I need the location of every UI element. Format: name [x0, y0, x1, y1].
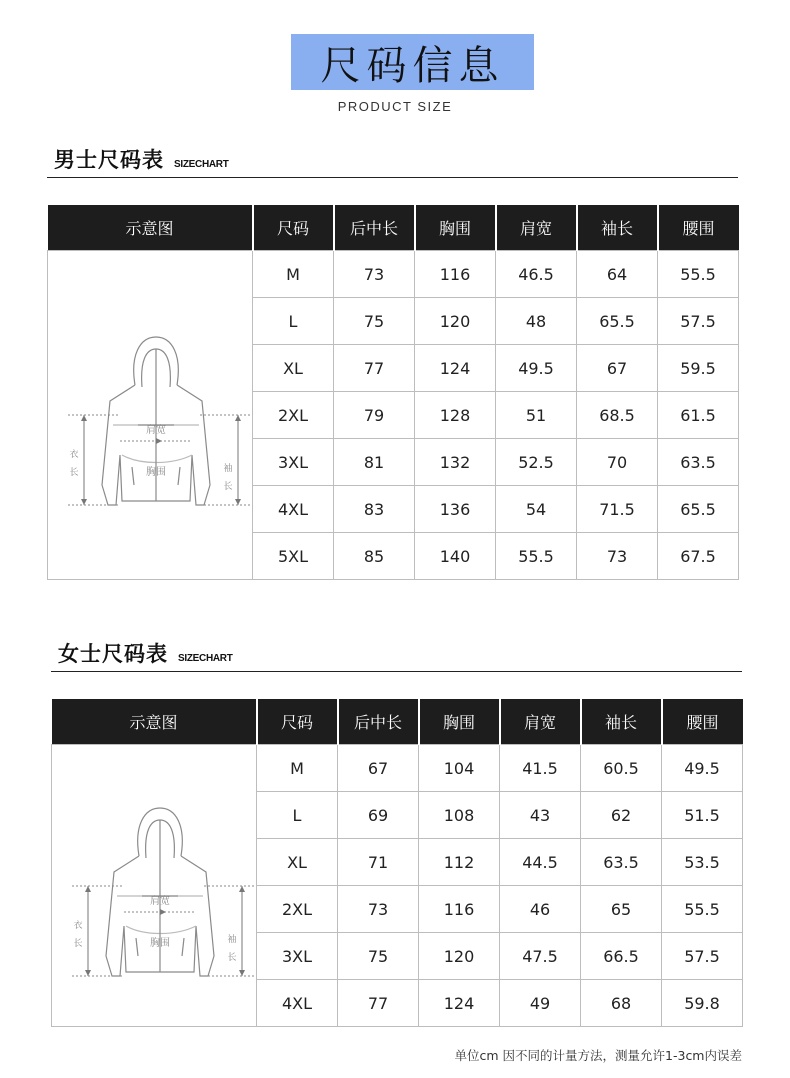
measure-cell: 81 [334, 439, 415, 486]
shoulder-label: 肩宽 [150, 895, 170, 907]
size-cell: XL [257, 839, 338, 886]
mens-size-table [47, 205, 739, 580]
measure-cell: 73 [338, 886, 419, 933]
measure-cell: 63.5 [658, 439, 739, 486]
womens-section-title-en: SIZECHART [178, 653, 233, 664]
womens-col-header: 后中长 [338, 699, 419, 745]
mens-diagram-cell [48, 251, 253, 580]
measure-cell: 65.5 [658, 486, 739, 533]
measure-cell: 55.5 [658, 251, 739, 298]
measure-cell: 70 [577, 439, 658, 486]
womens-col-header: 胸围 [419, 699, 500, 745]
measure-cell: 51.5 [662, 792, 743, 839]
size-cell: 2XL [257, 886, 338, 933]
measure-cell: 108 [419, 792, 500, 839]
size-cell: XL [253, 345, 334, 392]
measure-cell: 77 [338, 980, 419, 1027]
measure-cell: 73 [577, 533, 658, 580]
shoulder-label: 肩宽 [146, 425, 166, 436]
mens-col-header: 肩宽 [496, 205, 577, 251]
measure-cell: 132 [415, 439, 496, 486]
mens-section-heading [54, 144, 229, 174]
jacket-diagram [54, 786, 254, 986]
mens-col-header: 腰围 [658, 205, 739, 251]
measure-cell: 49.5 [496, 345, 577, 392]
measure-cell: 124 [415, 345, 496, 392]
measure-cell: 46.5 [496, 251, 577, 298]
measure-cell: 67.5 [658, 533, 739, 580]
sleeve-label-2: 长 [223, 482, 233, 492]
measure-cell: 77 [334, 345, 415, 392]
size-cell: 3XL [253, 439, 334, 486]
table-row [48, 251, 739, 298]
chest-label: 胸围 [146, 467, 166, 478]
measure-cell: 140 [415, 533, 496, 580]
measure-cell: 59.8 [662, 980, 743, 1027]
mens-col-header: 后中长 [334, 205, 415, 251]
measure-cell: 53.5 [662, 839, 743, 886]
measure-cell: 124 [419, 980, 500, 1027]
measure-cell: 44.5 [500, 839, 581, 886]
size-cell: M [257, 745, 338, 792]
measure-cell: 69 [338, 792, 419, 839]
page-title: 尺码信息 [291, 34, 534, 90]
womens-col-header: 示意图 [52, 699, 257, 745]
page-subtitle: PRODUCT SIZE [337, 99, 453, 114]
womens-size-table [51, 699, 743, 1027]
measure-cell: 85 [334, 533, 415, 580]
size-cell: 4XL [253, 486, 334, 533]
measure-cell: 57.5 [658, 298, 739, 345]
mens-section-title: 男士尺码表 [54, 148, 164, 172]
measure-cell: 120 [415, 298, 496, 345]
measure-cell: 43 [500, 792, 581, 839]
measure-cell: 41.5 [500, 745, 581, 792]
womens-section-title: 女士尺码表 [58, 642, 168, 666]
measure-cell: 67 [338, 745, 419, 792]
measure-cell: 104 [419, 745, 500, 792]
measure-cell: 67 [577, 345, 658, 392]
mens-col-header: 尺码 [253, 205, 334, 251]
womens-section-divider [51, 671, 742, 672]
measure-cell: 55.5 [662, 886, 743, 933]
measure-cell: 59.5 [658, 345, 739, 392]
measure-cell: 71 [338, 839, 419, 886]
length-label-1: 衣 [73, 920, 83, 931]
womens-diagram-cell [52, 745, 257, 1027]
womens-col-header: 腰围 [662, 699, 743, 745]
measure-cell: 51 [496, 392, 577, 439]
size-cell: 4XL [257, 980, 338, 1027]
womens-col-header: 尺码 [257, 699, 338, 745]
measurement-note: 单位cm 因不同的计量方法，测量允许1-3cm内误差 [454, 1048, 742, 1063]
measure-cell: 116 [419, 886, 500, 933]
mens-col-header: 示意图 [48, 205, 253, 251]
measure-cell: 75 [338, 933, 419, 980]
measure-cell: 49 [500, 980, 581, 1027]
measure-cell: 83 [334, 486, 415, 533]
measure-cell: 112 [419, 839, 500, 886]
measure-cell: 71.5 [577, 486, 658, 533]
measure-cell: 75 [334, 298, 415, 345]
sleeve-label-1: 袖 [223, 464, 233, 474]
womens-section-heading [58, 638, 233, 668]
mens-section-divider [47, 177, 738, 178]
size-cell: L [257, 792, 338, 839]
length-label-2: 长 [73, 938, 83, 949]
womens-col-header: 肩宽 [500, 699, 581, 745]
length-label-1: 衣 [69, 450, 79, 460]
measure-cell: 63.5 [581, 839, 662, 886]
measure-cell: 55.5 [496, 533, 577, 580]
mens-section-title-en: SIZECHART [174, 159, 229, 170]
measure-cell: 79 [334, 392, 415, 439]
measure-cell: 48 [496, 298, 577, 345]
size-cell: M [253, 251, 334, 298]
measure-cell: 68.5 [577, 392, 658, 439]
measure-cell: 52.5 [496, 439, 577, 486]
size-cell: L [253, 298, 334, 345]
measure-cell: 120 [419, 933, 500, 980]
measure-cell: 57.5 [662, 933, 743, 980]
measure-cell: 49.5 [662, 745, 743, 792]
measure-cell: 66.5 [581, 933, 662, 980]
measure-cell: 136 [415, 486, 496, 533]
mens-header-row [48, 205, 739, 251]
measure-cell: 65 [581, 886, 662, 933]
measure-cell: 60.5 [581, 745, 662, 792]
mens-col-header: 胸围 [415, 205, 496, 251]
measure-cell: 54 [496, 486, 577, 533]
sleeve-label-2: 长 [227, 952, 237, 963]
sleeve-label-1: 袖 [227, 934, 237, 945]
measure-cell: 73 [334, 251, 415, 298]
mens-col-header: 袖长 [577, 205, 658, 251]
measure-cell: 64 [577, 251, 658, 298]
measure-cell: 62 [581, 792, 662, 839]
measure-cell: 128 [415, 392, 496, 439]
table-row [52, 745, 743, 792]
measure-cell: 46 [500, 886, 581, 933]
size-cell: 3XL [257, 933, 338, 980]
measure-cell: 68 [581, 980, 662, 1027]
chest-label: 胸围 [150, 937, 170, 949]
womens-col-header: 袖长 [581, 699, 662, 745]
measure-cell: 65.5 [577, 298, 658, 345]
measure-cell: 61.5 [658, 392, 739, 439]
size-cell: 2XL [253, 392, 334, 439]
measure-cell: 116 [415, 251, 496, 298]
jacket-diagram [50, 315, 250, 515]
measure-cell: 47.5 [500, 933, 581, 980]
size-cell: 5XL [253, 533, 334, 580]
womens-header-row [52, 699, 743, 745]
length-label-2: 长 [69, 468, 79, 478]
